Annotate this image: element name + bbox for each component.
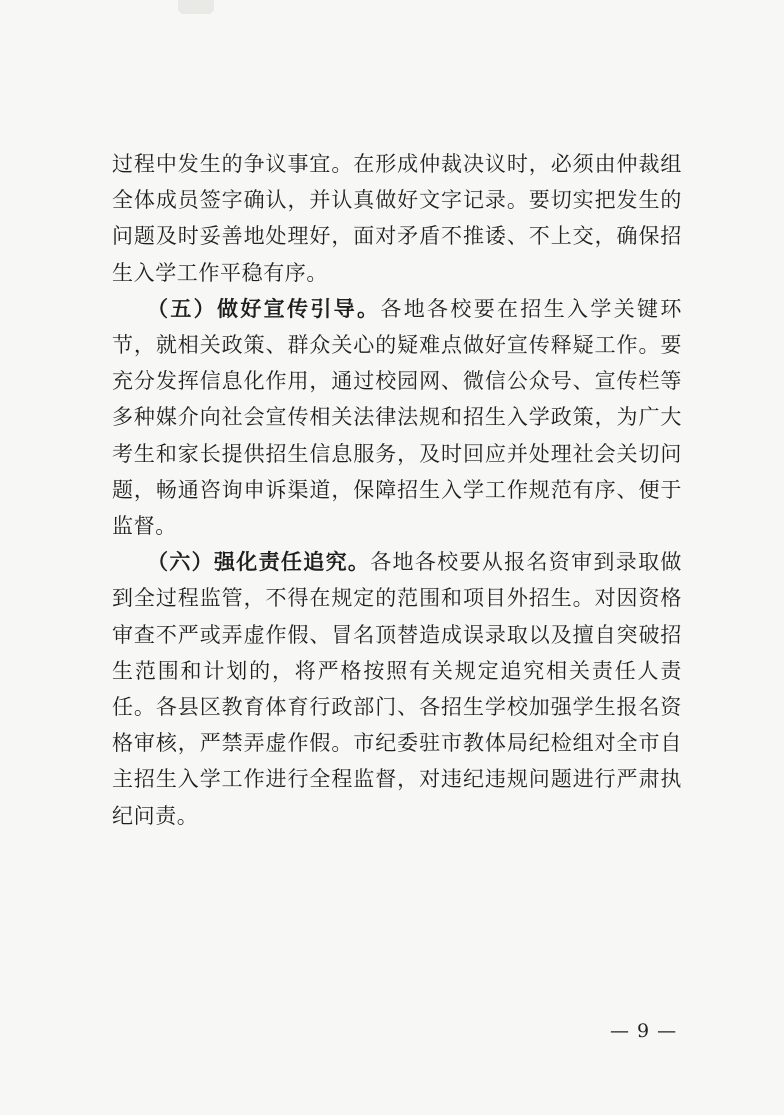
paragraph-text: 各地各校要从报名资审到录取做到全过程监管，不得在规定的范围和项目外招生。对因资格审查不严或弄虚作假、冒名顶替造成误录取以及擅自突破招生范围和计划的，将严格按照有关规定追究相关责任人责任。各县区教育体育行政部门、各招生学校加强学生报名资格审核，严禁弄虚作假。市纪委驻市教体局纪检组对全市自主招生入学工作进行全程监督，对违纪违规问题进行严肃执纪问责。 [112,550,682,828]
paragraph-continuation [112,146,682,291]
paragraph-text: 各地各校要在招生入学关键环节，就相关政策、群众关心的疑难点做好宣传释疑工作。要充分发挥信息化作用，通过校园网、微信公众号、宣传栏等多种媒介向社会宣传相关法律法规和招生入学政策，为广大考生和家长提供招生信息服务，及时回应并处理社会关切问题，畅通咨询申诉渠道，保障招生入学工作规范有序、便于监督。 [112,296,682,539]
section-heading: （六）强化责任追究。 [147,550,371,575]
page-number: — 9 — [610,1020,678,1042]
paragraph-accountability [112,544,682,834]
paragraph-text: 过程中发生的争议事宜。在形成仲裁决议时，必须由仲裁组全体成员签字确认，并认真做好文字记录。要切实把发生的问题及时妥善地处理好，面对矛盾不推诿、不上交，确保招生入学工作平稳有序。 [112,152,682,285]
paragraph-publicity-guidance [112,291,682,544]
scan-mark [178,0,214,14]
body-text [112,146,682,834]
section-heading: （五）做好宣传引导。 [147,296,381,321]
